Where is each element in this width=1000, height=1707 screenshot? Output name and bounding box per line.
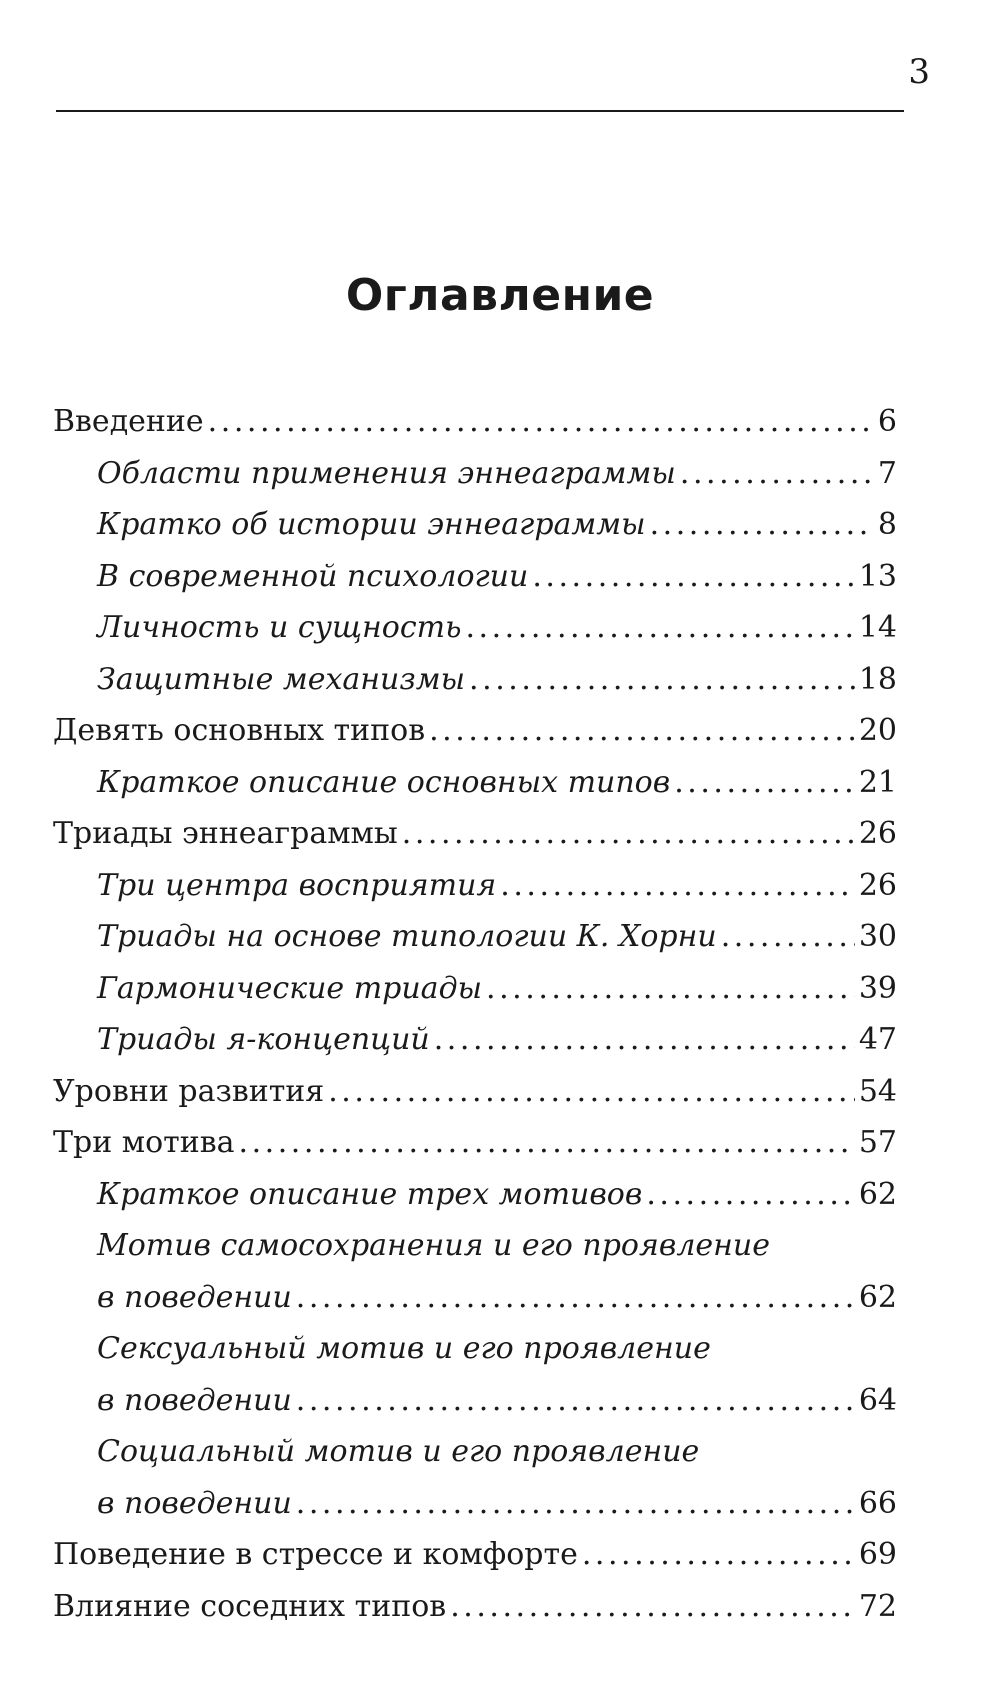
toc-entry-self-concept-triads[interactable]: [53, 1014, 897, 1066]
toc-entry-label: в поведении: [97, 1485, 292, 1521]
toc-entry-horney-triads[interactable]: [53, 911, 897, 963]
toc-entry-label: Триады я-концепций: [97, 1022, 430, 1057]
dot-leader: [532, 551, 854, 603]
toc-entry-sexual-motive-line1[interactable]: [53, 1323, 897, 1375]
toc-entry-label: Триады на основе типологии К. Хорни: [97, 919, 717, 954]
toc-entry-triads[interactable]: [53, 808, 897, 860]
toc-entry-label: в поведении: [97, 1279, 292, 1315]
toc-entry-three-motives[interactable]: [53, 1117, 897, 1169]
toc-entry-label: Девять основных типов: [53, 713, 426, 748]
dot-leader: [680, 448, 874, 500]
toc-entry-label: Уровни развития: [53, 1073, 325, 1109]
toc-entry-three-centers[interactable]: [53, 860, 897, 912]
table-of-contents: [53, 396, 897, 1632]
dot-leader: [465, 602, 854, 654]
toc-entry-page: 66: [858, 1485, 897, 1521]
dot-leader: [208, 396, 874, 448]
toc-entry-page: 26: [858, 816, 897, 851]
toc-entry-page: 54: [858, 1073, 897, 1109]
toc-entry-personality-essence[interactable]: [53, 602, 897, 654]
toc-entry-page: 47: [858, 1022, 897, 1057]
toc-entry-label: Области применения эннеаграммы: [97, 455, 676, 491]
toc-entry-page: 62: [858, 1279, 897, 1315]
toc-entry-page: 64: [858, 1382, 897, 1418]
toc-entry-sexual-motive[interactable]: [53, 1375, 897, 1427]
toc-entry-page: 8: [877, 507, 897, 542]
toc-entry-defense-mechanisms[interactable]: [53, 654, 897, 706]
dot-leader: [721, 911, 855, 963]
dot-leader: [450, 1581, 855, 1633]
toc-entry-label: Защитные механизмы: [97, 661, 466, 697]
toc-entry-label: Введение: [53, 404, 204, 439]
toc-entry-modern-psychology[interactable]: [53, 551, 897, 603]
toc-entry-page: 39: [858, 970, 897, 1006]
toc-entry-nine-types[interactable]: [53, 705, 897, 757]
dot-leader: [500, 860, 855, 912]
dot-leader: [296, 1478, 855, 1530]
dot-leader: [402, 808, 855, 860]
toc-entry-social-motive[interactable]: [53, 1478, 897, 1530]
dot-leader: [296, 1272, 855, 1324]
toc-entry-history[interactable]: [53, 499, 897, 551]
toc-entry-page: 21: [858, 764, 897, 800]
toc-entry-neighbor-types[interactable]: [53, 1581, 897, 1633]
toc-entry-label: Сексуальный мотив и его проявление: [97, 1331, 711, 1366]
dot-leader: [469, 654, 855, 706]
toc-entry-label: Краткое описание трех мотивов: [97, 1176, 643, 1212]
dot-leader: [650, 499, 874, 551]
toc-entry-label: Краткое описание основных типов: [97, 764, 671, 800]
toc-title: Оглавление: [345, 270, 655, 321]
dot-leader: [674, 757, 855, 809]
toc-entry-page: 13: [858, 558, 897, 594]
toc-entry-motives-summary[interactable]: [53, 1169, 897, 1221]
toc-entry-label: Влияние соседних типов: [53, 1588, 447, 1624]
toc-entry-page: 30: [858, 919, 897, 954]
toc-entry-label: Мотив самосохранения и его проявление: [97, 1228, 771, 1263]
toc-entry-page: 72: [858, 1588, 897, 1624]
toc-entry-label: Триады эннеаграммы: [53, 816, 398, 851]
toc-entry-page: 57: [858, 1125, 897, 1160]
toc-entry-label: Гармонические триады: [97, 970, 483, 1006]
toc-entry-label: Три мотива: [53, 1125, 235, 1160]
dot-leader: [429, 705, 855, 757]
toc-entry-page: 26: [858, 867, 897, 903]
dot-leader: [328, 1066, 855, 1118]
toc-entry-page: 62: [858, 1176, 897, 1212]
toc-entry-label: Личность и сущность: [97, 610, 462, 645]
toc-entry-label: в поведении: [97, 1382, 292, 1418]
toc-entry-levels[interactable]: [53, 1066, 897, 1118]
toc-entry-page: 20: [858, 713, 897, 748]
toc-entry-page: 69: [858, 1537, 897, 1572]
toc-entry-page: 7: [877, 455, 897, 491]
toc-entry-label: Кратко об истории эннеаграммы: [97, 507, 646, 542]
toc-entry-label: Три центра восприятия: [97, 867, 497, 903]
toc-entry-applications[interactable]: [53, 448, 897, 500]
toc-entry-label: Поведение в стрессе и комфорте: [53, 1537, 578, 1572]
toc-entry-page: 18: [858, 661, 897, 697]
toc-entry-label: Социальный мотив и его проявление: [97, 1434, 700, 1469]
toc-entry-types-summary[interactable]: [53, 757, 897, 809]
toc-entry-harmonic-triads[interactable]: [53, 963, 897, 1015]
toc-entry-page: 14: [858, 610, 897, 645]
toc-entry-introduction[interactable]: [53, 396, 897, 448]
toc-entry-self-preservation-line1[interactable]: [53, 1220, 897, 1272]
header-rule: [56, 110, 904, 112]
dot-leader: [296, 1375, 855, 1427]
page-number: 3: [908, 52, 930, 92]
toc-entry-social-motive-line1[interactable]: [53, 1426, 897, 1478]
dot-leader: [646, 1169, 854, 1221]
toc-entry-self-preservation[interactable]: [53, 1272, 897, 1324]
dot-leader: [582, 1529, 855, 1581]
dot-leader: [239, 1117, 855, 1169]
toc-entry-label: В современной психологии: [97, 558, 529, 594]
dot-leader: [486, 963, 855, 1015]
toc-entry-stress-comfort[interactable]: [53, 1529, 897, 1581]
toc-entry-page: 6: [877, 404, 897, 439]
dot-leader: [434, 1014, 855, 1066]
